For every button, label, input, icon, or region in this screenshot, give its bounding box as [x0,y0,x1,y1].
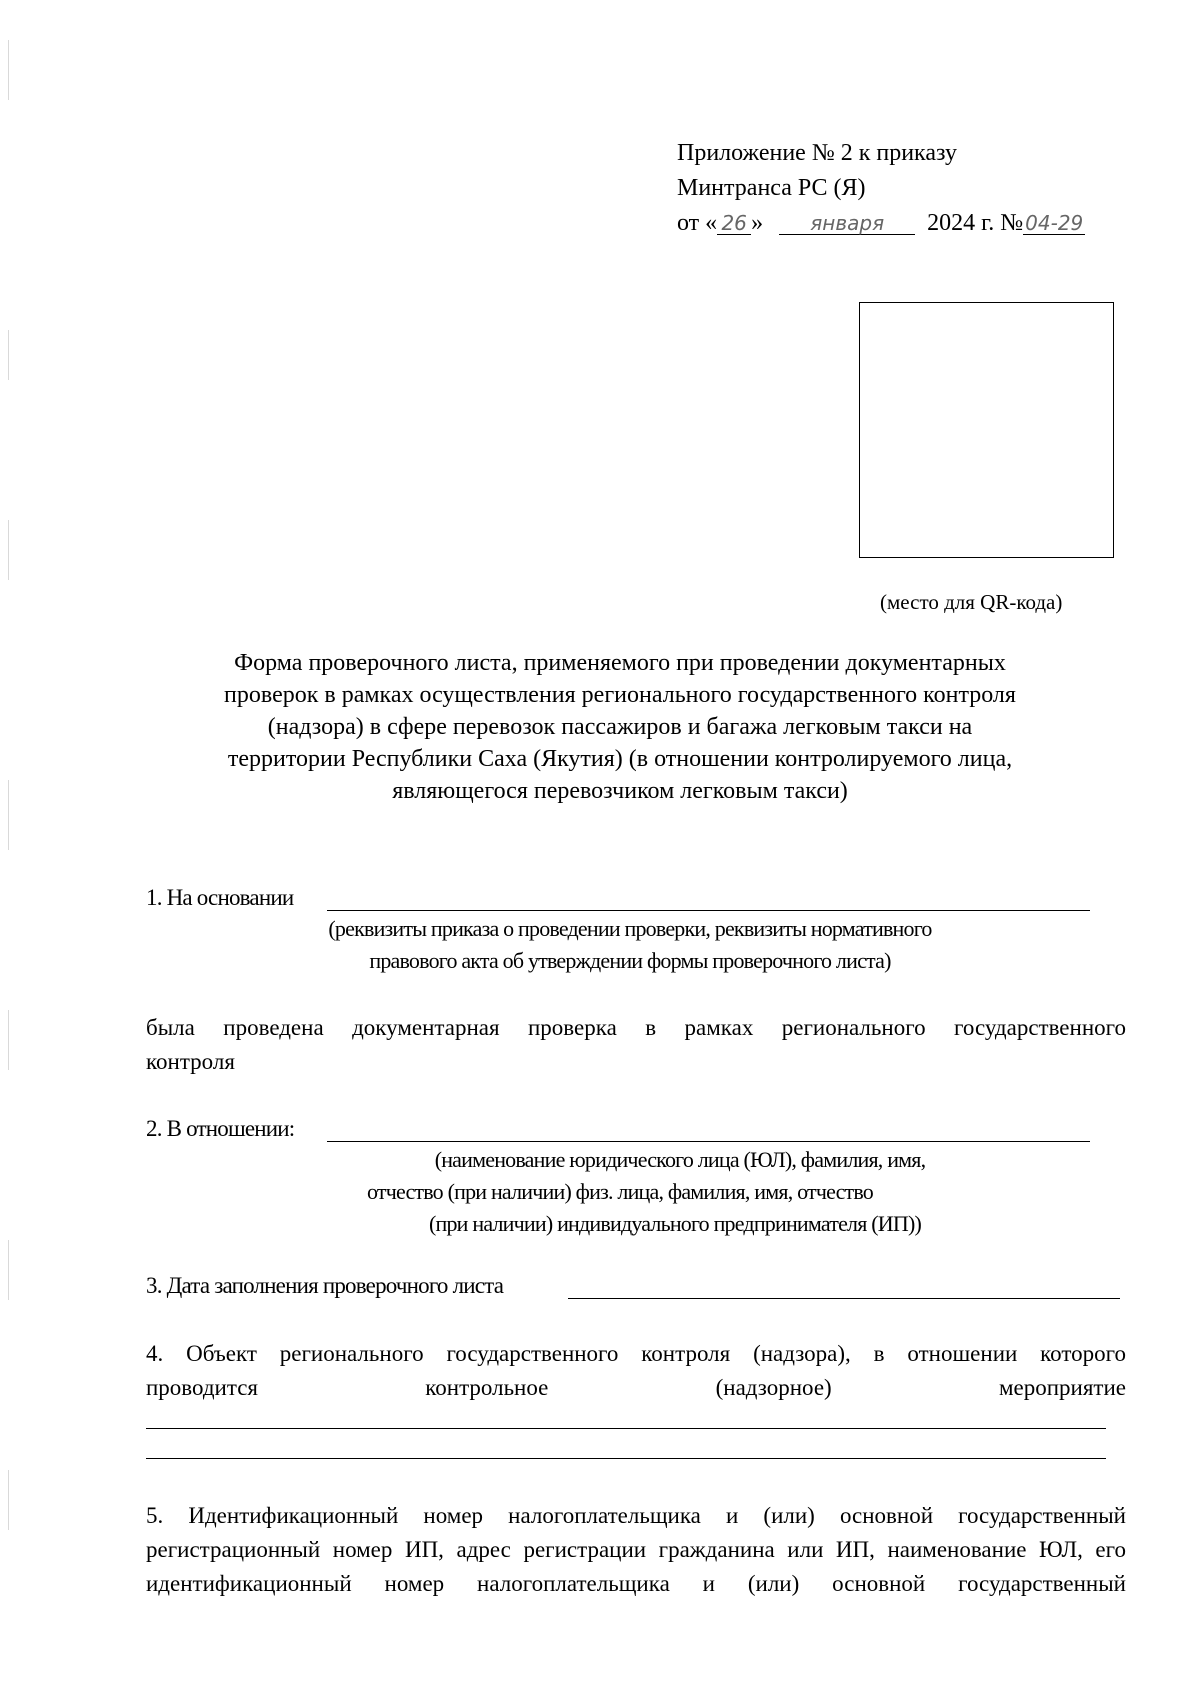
title-line: (надзора) в сфере перевозок пассажиров и багажа легковым такси на [267,714,973,740]
date-prefix: от « [677,210,718,236]
binding-mark [8,1470,9,1530]
item5-text-cont: регистрационный номер ИП, адрес регистрации гражданина или ИП, наименование ЮЛ, его [146,1537,1126,1562]
binding-mark [8,40,9,100]
order-number-handwritten: 04-29 [1025,211,1084,235]
item2-subject-field[interactable] [327,1141,1090,1142]
item2-hint [240,1144,1060,1240]
title-line: являющегося перевозчиком легковым такси) [392,778,848,804]
item1-label: 1. На основании [146,885,294,910]
binding-mark [8,330,9,380]
hint-line: (реквизиты приказа о проведении проверки, реквизиты нормативного [328,916,932,941]
order-day-handwritten: 26 [721,211,747,235]
hint-line: (при наличии) индивидуального предпринимателя (ИП)) [428,1211,922,1236]
item3-date-field[interactable] [568,1298,1120,1299]
binding-mark [8,780,9,850]
hint-line: (наименование юридического лица (ЮЛ), фамилия, имя, [434,1147,926,1172]
order-month-field [779,212,915,235]
item1-hint [220,913,1040,977]
day-close-quote: » [751,210,764,236]
item5-text: 5. Идентификационный номер налогоплательщика и (или) основной государственный [146,1503,1126,1528]
order-number-field [1023,212,1085,235]
appendix-line: Приложение № 2 к приказу [677,140,957,166]
order-date-line [677,206,1085,241]
ministry-line: Минтранса РС (Я) [677,175,866,201]
hint-line: правового акта об утверждении формы проверочного листа) [369,948,891,973]
item4-text: 4. Объект регионального государственного контроля (надзора), в отношении которого [146,1341,1126,1366]
binding-mark [8,1240,9,1300]
qr-caption: (место для QR-кода) [880,590,1063,614]
title-line: территории Республики Саха (Якутия) (в отношении контролируемого лица, [227,746,1013,772]
hint-line: отчество (при наличии) физ. лица, фамилия, имя, отчество [366,1179,874,1204]
binding-mark [8,520,9,580]
appendix-header [677,136,1085,241]
item1-text-cont: контроля [146,1049,235,1074]
item1-text: была проведена документарная проверка в рамках регионального государственного [146,1015,1126,1040]
item4-text-cont: проводится контрольное (надзорное) мероприятие [146,1375,1126,1400]
binding-mark [8,1010,9,1070]
item3-label: 3. Дата заполнения проверочного листа [146,1273,504,1298]
order-day-field [717,212,751,235]
item4-object-field-2[interactable] [146,1458,1106,1459]
year-text: 2024 г. № [927,210,1024,236]
item5-text-cont: идентификационный номер налогоплательщика и (или) основной государственный [146,1571,1126,1596]
form-title [140,647,1100,807]
qr-code-placeholder [859,302,1114,558]
item1-basis-field[interactable] [327,910,1090,911]
title-line: Форма проверочного листа, применяемого при проведении документарных [234,650,1006,676]
order-month-handwritten: января [810,211,885,235]
item4-object-field-1[interactable] [146,1428,1106,1429]
title-line: проверок в рамках осуществления регионального государственного контроля [224,682,1016,708]
item2-label: 2. В отношении: [146,1116,295,1141]
